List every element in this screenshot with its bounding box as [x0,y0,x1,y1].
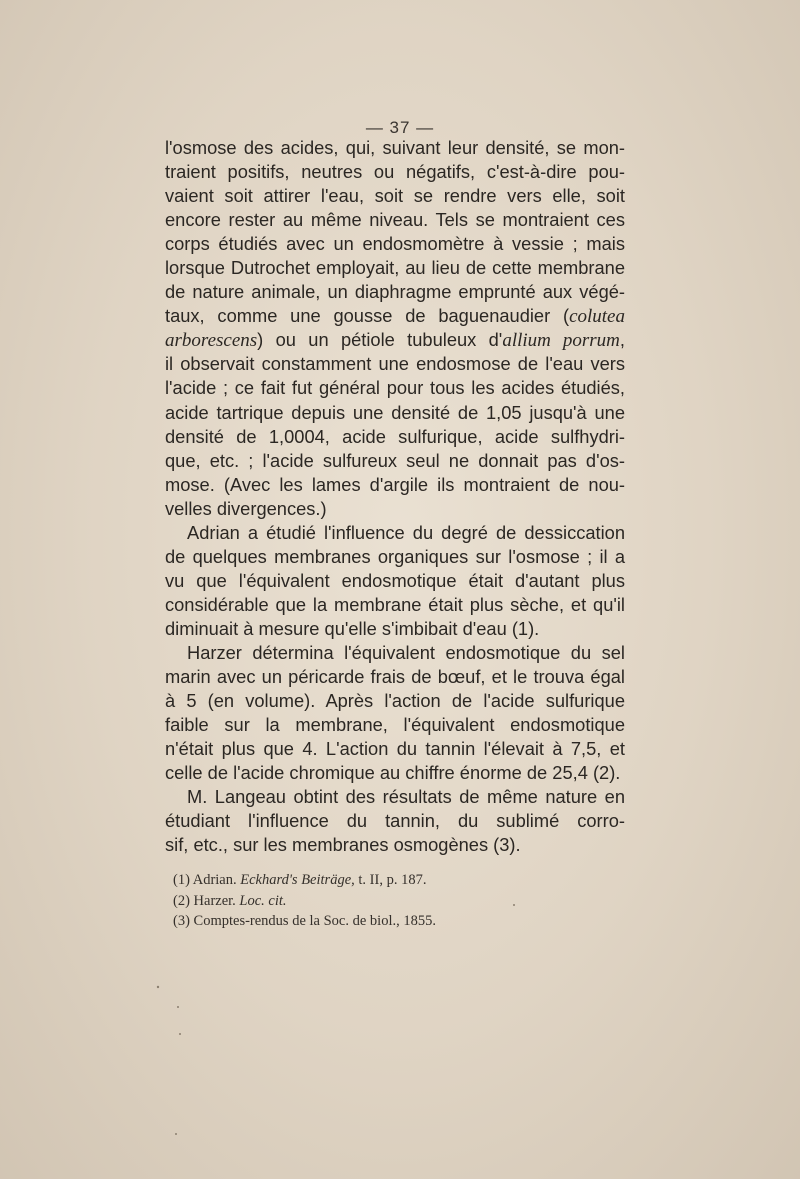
paper-speck [179,1033,181,1035]
paper-speck [157,986,159,988]
text-line: Harzer détermina l'équivalent endosmotique du sel [187,641,625,663]
text-line: faible sur la membrane, l'équivalent endosmotique [165,714,625,736]
text-line: celle de l'acide chromique au chiffre énorme de 25,4 (2). [165,762,621,784]
footnote-text: (2) Harzer. [173,892,240,909]
text-run: ) ou un pétiole tubuleux d' [257,329,503,351]
text-line: il observait constamment une endosmose de l'eau vers [165,353,625,375]
text-line: Adrian a étudié l'influence du degré de dessiccation [187,521,625,543]
text-line: mose. (Avec les lames d'argile ils montraient de nou- [165,473,625,495]
italic-term: arborescens [165,330,258,352]
italic-term: allium porrum [502,330,620,352]
text-line: corps étudiés avec un endosmomètre à vessie ; mais [165,233,625,255]
text-line: densité de 1,0004, acide sulfurique, acide sulfhydri- [165,425,625,447]
text-line: sif, etc., sur les membranes osmogènes (3). [165,834,521,856]
text-line: encore rester au même niveau. Tels se montraient ces [165,209,625,231]
footnote [173,891,613,912]
text-line: étudiant l'influence du tannin, du sublimé corro- [165,810,625,832]
text-line: marin avec un péricarde frais de bœuf, et le trouva égal [165,666,625,688]
text-line: velles divergences.) [165,497,327,519]
footnote-text: (3) Comptes-rendus de la Soc. de biol., 1855. [173,913,436,929]
text-line: acide tartrique depuis une densité de 1,05 jusqu'à une [165,401,625,423]
footnote-text: , t. II, p. 187. [351,872,427,888]
text-line: l'osmose des acides, qui, suivant leur densité, se mon- [165,137,625,158]
text-line: M. Langeau obtint des résultats de même nature en [187,786,625,808]
body-text [165,136,625,857]
text-line: vaient soit attirer l'eau, soit se rendre vers elle, soit [165,185,625,207]
text-line: vu que l'équivalent endosmotique était d'autant plus [165,569,625,591]
text-line: diminuait à mesure qu'elle s'imbibait d'eau (1). [165,617,540,639]
text-run: , [619,329,625,351]
italic-term: colutea [569,306,625,328]
text-line [165,304,625,328]
text-run: taux, comme une gousse de baguenaudier ( [165,305,570,327]
paper-speck [175,1133,177,1135]
text-line: de nature animale, un diaphragme emprunté aux végé- [165,281,625,303]
page-number: — 37 — [365,118,435,137]
paper-speck [177,1006,179,1008]
text-line: considérable que la membrane était plus sèche, et qu'il [165,593,625,615]
text-line: de quelques membranes organiques sur l'osmose ; il a [165,545,625,567]
text-line: n'était plus que 4. L'action du tannin l'élevait à 7,5, et [165,738,625,760]
text-line: lorsque Dutrochet employait, au lieu de cette membrane [165,257,625,279]
footnotes [173,870,613,932]
footnote-text: (1) Adrian. [173,872,241,888]
text-line: l'acide ; ce fait fut général pour tous les acides étudiés, [165,377,625,399]
text-line: à 5 (en volume). Après l'action de l'acide sulfurique [165,690,625,712]
text-line: que, etc. ; l'acide sulfureux seul ne donnait pas d'os- [165,449,625,471]
text-line [165,328,625,352]
footnote [173,870,613,891]
footnote-title: Eckhard's Beiträge [240,872,352,888]
footnote-title: Loc. cit. [239,892,287,909]
text-line: traient positifs, neutres ou négatifs, c'est-à-dire pou- [165,161,625,183]
footnote [173,911,613,932]
